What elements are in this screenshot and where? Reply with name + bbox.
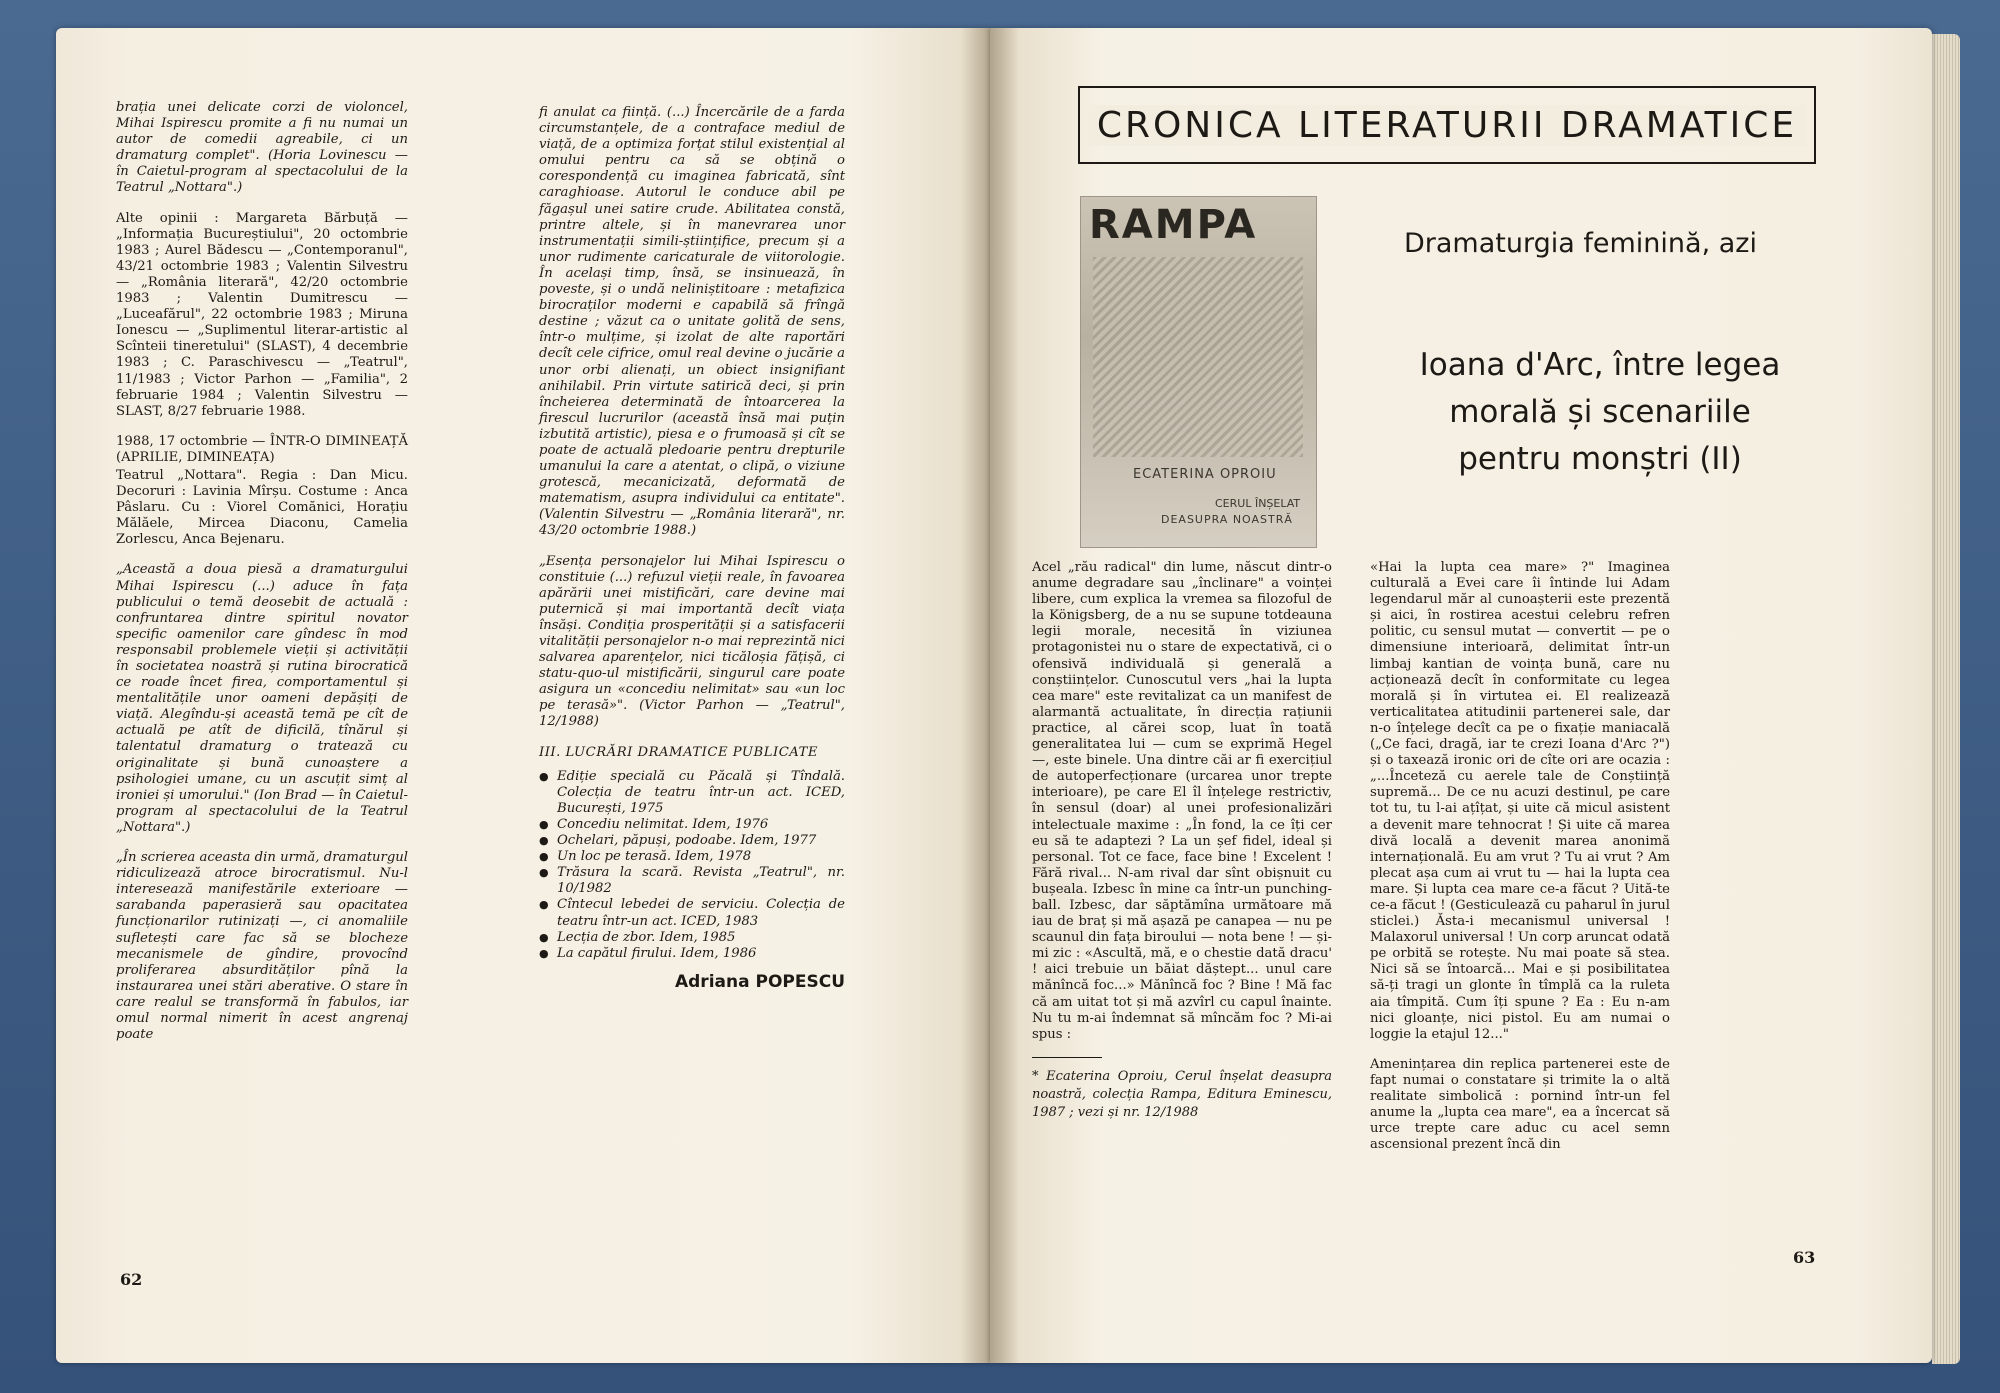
section-title: III. LUCRĂRI DRAMATICE PUBLICATE — [539, 744, 819, 760]
booklet-title-line: DEASUPRA NOASTRĂ — [1161, 513, 1293, 526]
section-banner — [1078, 86, 1816, 164]
right-column-1 — [1032, 560, 1332, 1122]
booklet-cover-image — [1080, 196, 1317, 548]
right-column-2 — [1370, 560, 1670, 1167]
paragraph: «Hai la lupta cea mare» ?" Imaginea culturală a Evei care îi întinde lui Adam legendarul măr al cunoașterii este prezentă și aici, în rostirea acestui celebru refren politic, cu sensul mutat — convertit — pe o dimensiune interioară, delimitat într-un limbaj kantian de voința bună, care nu acționează decît în conformitate cu legea morală și în virtutea ei. El realizează verticalitatea atitudinii partenerei sale, dar n-o înțelege decît ca pe o fixație maniacală („Ce faci, dragă, iar te crezi Ioana d'Arc ?") și o taxează ironic ori de cîte ori are ocazia : „...Înceteză cu aerele tale de Conștiință supremă... De ce nu acuzi destinul, pe care tot tu, tu l-ai ațîțat, și uite că micul asistent a devenit mare tehnocrat ! Și uite că marea divă locală a devenit marea anonimă internațională. Eu am vrut ? Tu ai vrut ? Am plecat așa cum ai vrut tu — hai la lupta cea mare. Și lupta cea mare ce-a făcut ? Uită-te ce-a făcut ! (Gesticulează cu paharul în jurul sticlei.) Ăsta-i mecanismul universal ! Malaxorul universal ! Un corp aruncat odată pe orbită se rotește. Nu mai poate să stea. Nici să se întoarcă... Mai e și posibilitatea să-ți tragi un glonte în tîmplă ca la ruleta aia tîmpită. Cum îți spune ? Ea : Eu n-am nici gloanțe, nici pistol. Eu am numai o loggie la etajul 12..." — [1370, 560, 1670, 1042]
list-item: ● Ediție specială cu Păcală și Tîndală. Colecția de teatru într-un act. ICED, București, 1975 — [539, 769, 845, 817]
page-edges — [1932, 34, 1960, 1364]
list-item: ● Concediu nelimitat. Idem, 1976 — [539, 817, 845, 833]
page-number-left: 62 — [120, 1270, 143, 1289]
paragraph: „Esența personajelor lui Mihai Ispirescu o constituie (...) refuzul vieții reale, în favoarea apărării unei mistificări, care devine mai puternică și mai importantă decît viața însăși. Condiția prosperității și a satisfacerii vitalității personajelor n-o mai reprezintă nici salvarea aparențelor, nici ticăloșia fățișă, ci statu-quo-ul mistificării, singurul care poate asigura un «concediu nelimitat» sau «un loc pe terasă»". (Victor Parhon — „Teatrul", 12/1988) — [539, 553, 845, 730]
works-list — [539, 769, 845, 962]
list-item: ● Trăsura la scară. Revista „Teatrul", nr. 10/1982 — [539, 865, 845, 897]
paragraph: fi anulat ca ființă. (...) Încercările de a farda circumstanțele, de a contraface mediul de viață, de a optimiza forțat stilul existențial al omului pentru ca să se obțină o corespondență cu imaginea fabricată, sînt caraghioase. Autorul le conduce abil pe făgașul unei satire crude. Abilitatea constă, printre altele, și în manevrarea unor instrumentații simili-științifice, precum și a unor rudimente caricaturale de viitorologie. În același timp, însă, se insinuează, în poveste, și o undă neliniștitoare : metafizica birocraților moderni e capabilă să frîngă destine ; văzut ca o unitate golită de sens, într-o mulțime, și izolat de alte raportări decît cele cifrice, omul real devine o jucărie a unor orbi alienați, un obiect insignifiant anihilabil. Prin virtute satirică deci, și prin încheierea determinată de întoarcerea la firescul lucrurilor (această însă mai puțin izbutită artistic), piesa e o frumoasă și cît se poate de actuală pledoarie pentru drepturile umanului la care a atentat, o clipă, o viziune grotescă, mecanicizată, deformată de matematism, asupra individului ca entitate". (Valentin Silvestru — „România literară", nr. 43/20 octombrie 1988.) — [539, 105, 845, 539]
book-gutter — [960, 28, 1020, 1363]
list-item: ● Ochelari, păpuși, podoabe. Idem, 1977 — [539, 833, 845, 849]
paragraph: brația unei delicate corzi de violoncel, Mihai Ispirescu promite a fi nu numai un autor de comedii agreabile, ci un dramaturg complet". (Horia Lovinescu — în Caietul-program al spectacolului de la Teatrul „Nottara".) — [116, 100, 408, 196]
author-signature: Adriana POPESCU — [674, 971, 845, 992]
article-title — [1360, 342, 1840, 483]
list-item: ● La capătul firului. Idem, 1986 — [539, 946, 845, 962]
left-column-1 — [116, 100, 408, 1057]
title-line: morală și scenariile — [1449, 394, 1751, 430]
title-line: pentru monștri (II) — [1458, 441, 1742, 477]
paragraph: „Această a doua piesă a dramaturgului Mihai Ispirescu (...) aduce în fața publicului o temă deosebit de actuală : confruntarea dintre spiritul novator specific oamenilor care gîndesc în mod responsabil problemele vieții și activității în societatea noastră și rutina birocratică ce roade încet firea, comportamentul și mentalitățile unor oameni depășiți de viață. Alegîndu-și această temă pe cît de actuală pe atît de dificilă, tînărul și talentatul dramaturg o tratează cu originalitate și bună cunoaștere a psihologiei umane, cu un ascuțit simț al ironiei și umorului." (Ion Brad — în Caietul-program al spectacolului de la Teatrul „Nottara".) — [116, 562, 408, 835]
booklet-title-line: CERUL ÎNȘELAT — [1215, 497, 1301, 510]
paragraph: Alte opinii : Margareta Bărbuță — „Informația Bucureștiului", 20 octombrie 1983 ; Aurel Bădescu — „Contemporanul", 43/21 octombrie 1983 ; Valentin Silvestru — „România literară", 42/20 octombrie 1983 ; Valentin Dumitrescu — „Luceafărul", 22 octombrie 1983 ; Miruna Ionescu — „Suplimentul literar-artistic al Scînteii tineretului" (SLAST), 4 decembrie 1983 ; C. Paraschivescu — „Teatrul", 11/1983 ; Victor Parhon — „Familia", 2 februarie 1984 ; Valentin Silvestru — SLAST, 8/27 februarie 1988. — [116, 210, 408, 419]
list-item: ● Cîntecul lebedei de serviciu. Colecția de teatru într-un act. ICED, 1983 — [539, 897, 845, 929]
footnote: * Ecaterina Oproiu, Cerul înșelat deasupra noastră, colecția Rampa, Editura Eminescu, 1987 ; vezi și nr. 12/1988 — [1032, 1068, 1332, 1120]
paragraph: 1988, 17 octombrie — ÎNTR-O DIMINEAȚĂ (APRILIE, DIMINEAȚA) — [116, 433, 408, 465]
title-line: Ioana d'Arc, între legea — [1419, 347, 1781, 383]
page-number-right: 63 — [1793, 1248, 1816, 1267]
footnote-rule — [1032, 1057, 1102, 1058]
article-subheading: Dramaturgia feminină, azi — [1404, 228, 1757, 259]
left-column-2 — [539, 105, 845, 990]
list-item: ● Un loc pe terasă. Idem, 1978 — [539, 849, 845, 865]
paragraph: Acel „rău radical" din lume, născut dintr-o anume degradare sau „înclinare" a voinței libere, cum explica la vremea sa filozoful de la Königsberg, de a nu se supune totdeauna legii morale, necesită în viziunea protagonistei nu o stare de expectativă, ci o ofensivă individuală și generală a conștiințelor. Cunoscutul vers „hai la lupta cea mare" este revitalizat ca un manifest de alarmantă actualitate, în direcția rațiunii practice, al cărei scop, luat în toată generalitatea lui — cum se exprimă Hegel —, este binele. Una dintre căi ar fi exercițiul de autoperfecționare (urcarea unor trepte interioare), pe care El îl înțelege restrictiv, în sensul (doar) al unei profesionalizări intelectuale maxime : „În fond, la ce îți cer eu să te adaptezi ? La un șef fidel, ideal și personal. Tot ce face, face bine ! Excelent ! Fără rival... N-am rival dar sînt obișnuit cu bușeala. Izbesc în mine ca într-un punching-ball. Izbesc, dar săptămîna următoare mă iau de braț și mă așază pe canapea — nu pe scaunul din fața biroului — nota bene ! — și-mi zic : «Ascultă, mă, e o chestie dată dracu' ! aici trebuie un băiat dăștept... unul care mănîncă foc...» Mănîncă foc ? Bine ! Mă fac că am uitat tot și mă azvîrl cu capul înainte. Nu tu m-ai îndemnat să mîncăm foc ? Mi-ai spus : — [1032, 560, 1332, 1042]
paragraph: „În scrierea aceasta din urmă, dramaturgul ridiculizează atroce birocratismul. Nu-l interesează manifestările exterioare — sarabanda paperasieră sau opacitatea funcționarilor rutinizați —, ci anomaliile sufletești care fac să se blocheze mecanismele de gîndire, provocînd proliferarea absurdităților pînă la instaurarea unei stări aberative. O stare în care realul se transformă în fabulos, iar omul normal nimerit în acest angrenaj poate — [116, 850, 408, 1043]
paragraph: Amenințarea din replica partenerei este de fapt numai o constatare și trimite la o altă realitate simbolică : pornind într-un fel anume la „lupta cea mare", ea a încercat să urce trepte care aduc cu acel semn ascensional prezent încă din — [1370, 1056, 1670, 1153]
paragraph: Teatrul „Nottara". Regia : Dan Micu. Decoruri : Lavinia Mîrșu. Costume : Anca Pâslaru. Cu : Viorel Comănici, Horațiu Mălăele, Mircea Diaconu, Camelia Zorlescu, Anca Bejenaru. — [116, 467, 408, 548]
booklet-masthead: RAMPA — [1089, 202, 1258, 248]
banner-title: CRONICA LITERATURII DRAMATICE — [1087, 105, 1807, 146]
booklet-artwork — [1093, 257, 1303, 457]
list-item: ● Lecția de zbor. Idem, 1985 — [539, 930, 845, 946]
booklet-author: ECATERINA OPROIU — [1133, 467, 1277, 482]
